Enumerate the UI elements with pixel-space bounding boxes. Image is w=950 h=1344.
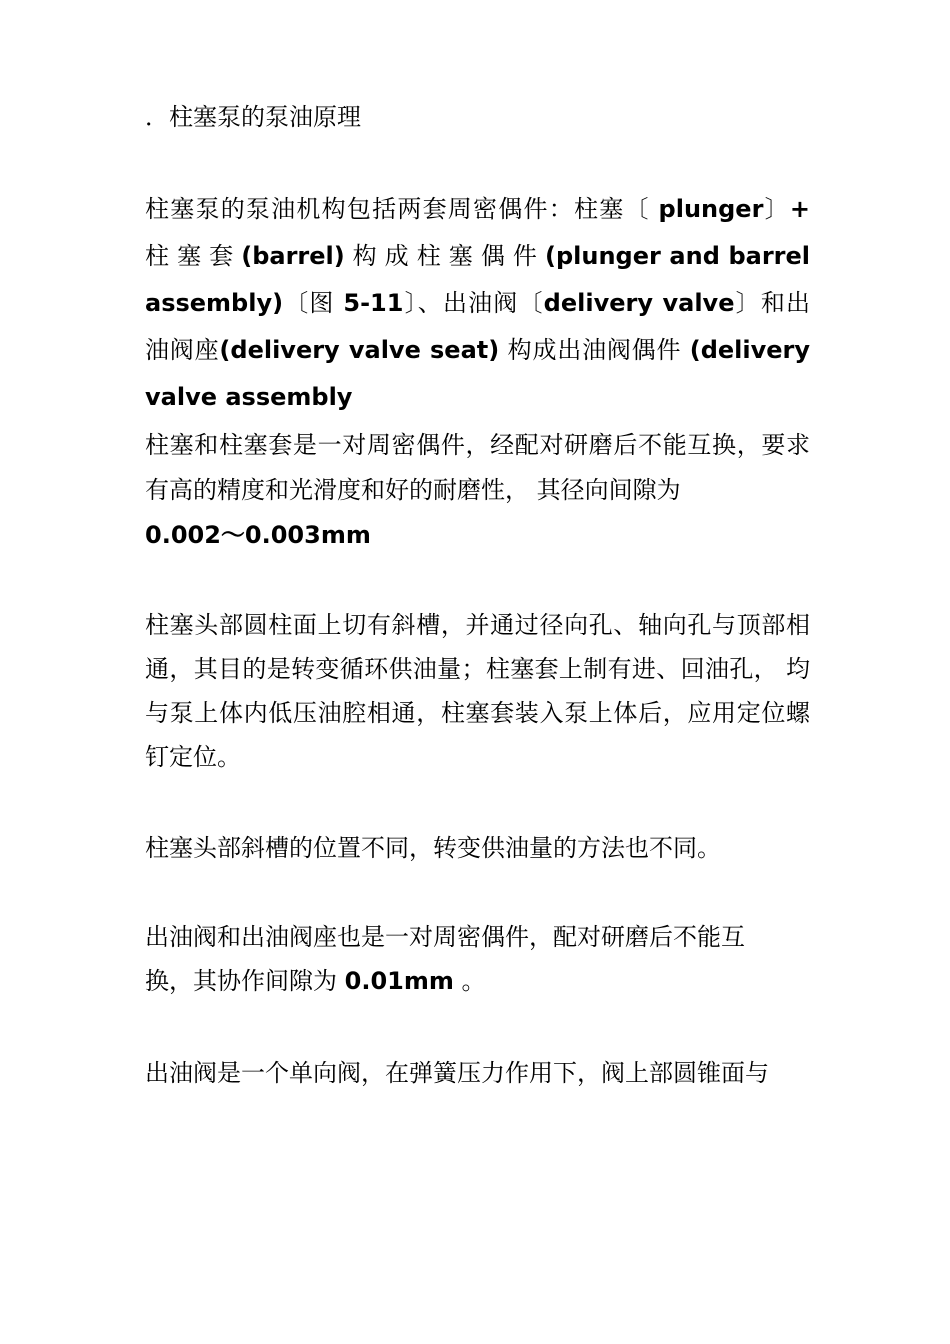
text-run: 柱 塞 套: [145, 242, 242, 270]
term-plunger-barrel-assembly: (plunger and barrel assembly): [145, 242, 811, 317]
figure-ref: 5-11: [343, 289, 404, 317]
text-run: 构成出油阀偶件: [499, 336, 690, 364]
term-delivery-valve-seat: (delivery valve seat): [219, 336, 500, 364]
term-delivery-valve-assembly: (delivery valve assembly: [145, 336, 810, 411]
text-run: 柱塞泵的泵油机构包括两套周密偶件：柱塞〔: [145, 195, 659, 223]
text-run: 换，其协作间隙为: [145, 967, 345, 995]
term-plunger: plunger: [658, 195, 764, 223]
plus-sign: +: [789, 195, 810, 223]
text-run: 。: [453, 967, 486, 995]
term-delivery-valve: delivery valve: [543, 289, 735, 317]
text-line: [145, 959, 810, 1003]
text-run: 构 成 柱 塞 偶 件: [344, 242, 545, 270]
paragraph-valve-pair: [145, 915, 810, 1003]
fit-clearance-value: 0.01mm: [344, 967, 454, 995]
paragraph-plunger-assembly: [145, 186, 810, 421]
paragraph-plunger-groove: 柱塞头部圆柱面上切有斜槽，并通过径向孔、轴向孔与顶部相通，其目的是转变循环供油量；柱塞套上制有进、回油孔， 均与泵上体内低压油腔相通，柱塞套装入泵上体后，应用定位螺钉定位。: [145, 611, 810, 771]
text-run: 柱塞和柱塞套是一对周密偶件，经配对研磨后不能互换，要求有高的精度和光滑度和好的耐磨性， 其径向间隙为: [145, 431, 810, 504]
text-run: 〔图: [283, 289, 344, 317]
paragraph-precision-pair: [145, 423, 810, 558]
section-title: ．柱塞泵的泵油原理: [145, 103, 361, 131]
text-run: 〕: [763, 195, 790, 223]
text-run: 〕和出油阀座: [145, 289, 810, 364]
paragraph-check-valve: 出油阀是一个单向阀，在弹簧压力作用下，阀上部圆锥面与: [145, 1059, 769, 1087]
text-line: 出油阀和出油阀座也是一对周密偶件，配对研磨后不能互: [145, 923, 745, 951]
paragraph-groove-position: 柱塞头部斜槽的位置不同，转变供油量的方法也不同。: [145, 834, 721, 862]
term-barrel: (barrel): [241, 242, 345, 270]
clearance-value: 0.002～0.003mm: [145, 521, 371, 549]
text-run: 〕、出油阀〔: [403, 289, 544, 317]
